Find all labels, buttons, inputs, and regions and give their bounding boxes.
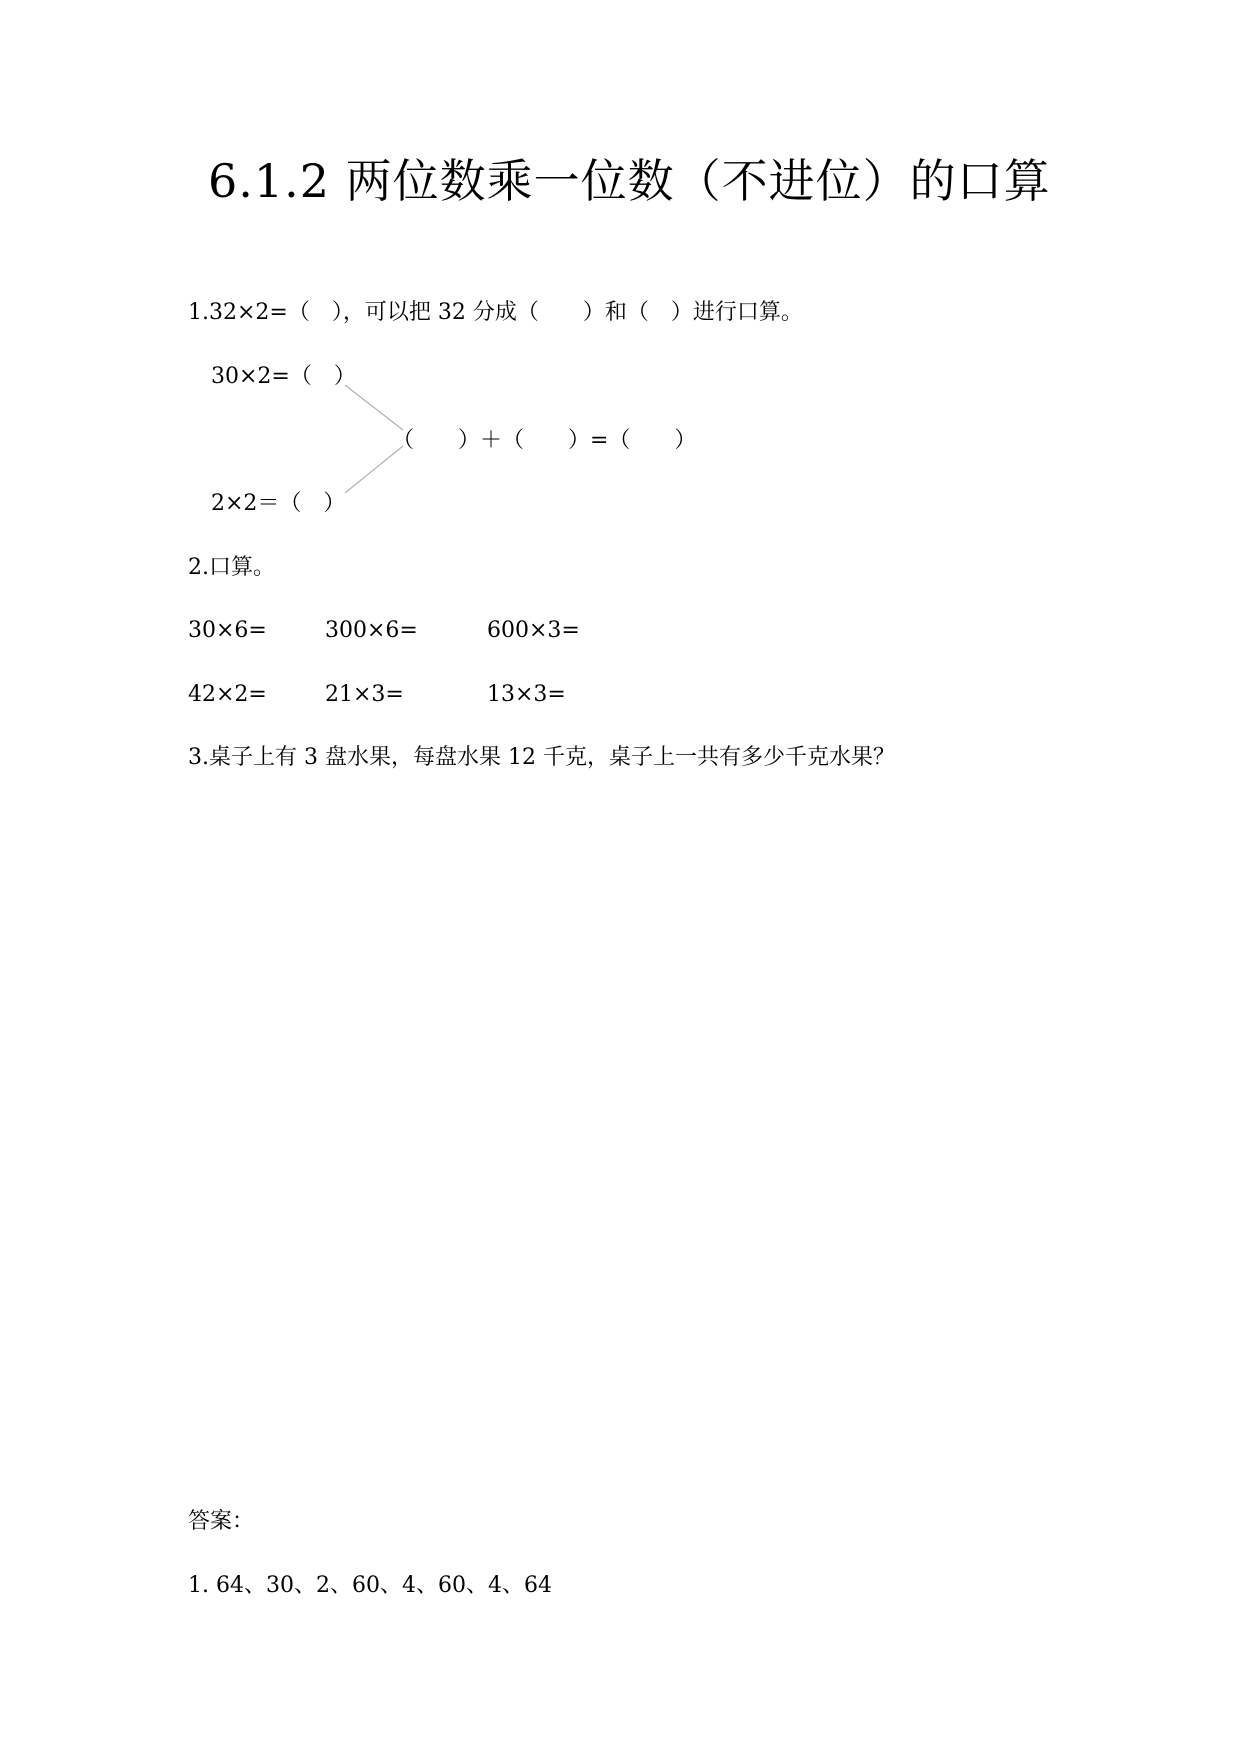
oral-calc-item: 21×3= (325, 682, 404, 707)
oral-calc-item: 30×6= (188, 618, 267, 643)
question-1-step-ones: 2×2＝（ ） (211, 491, 346, 516)
oral-calc-item: 13×3= (487, 682, 566, 707)
question-1-prompt: 1.32×2=（ ），可以把 32 分成（ ）和（ ）进行口算。 (188, 300, 803, 325)
oral-calc-item: 300×6= (325, 618, 418, 643)
oral-calc-item: 42×2= (188, 682, 267, 707)
question-3-prompt: 3.桌子上有 3 盘水果，每盘水果 12 千克，桌子上一共有多少千克水果？ (188, 745, 895, 770)
answers-heading: 答案： (188, 1509, 255, 1534)
connector-line-lower (345, 446, 403, 493)
page-title: 6.1.2 两位数乘一位数（不进位）的口算 (208, 154, 1051, 208)
question-1-combine: （ ）＋（ ）=（ ） (392, 428, 697, 453)
oral-calc-item: 600×3= (487, 618, 580, 643)
question-1-step-tens: 30×2=（ ） (211, 364, 356, 389)
question-2-heading: 2.口算。 (188, 555, 275, 580)
connector-line-upper (345, 385, 403, 430)
answer-1: 1. 64、30、2、60、4、60、4、64 (188, 1573, 552, 1598)
